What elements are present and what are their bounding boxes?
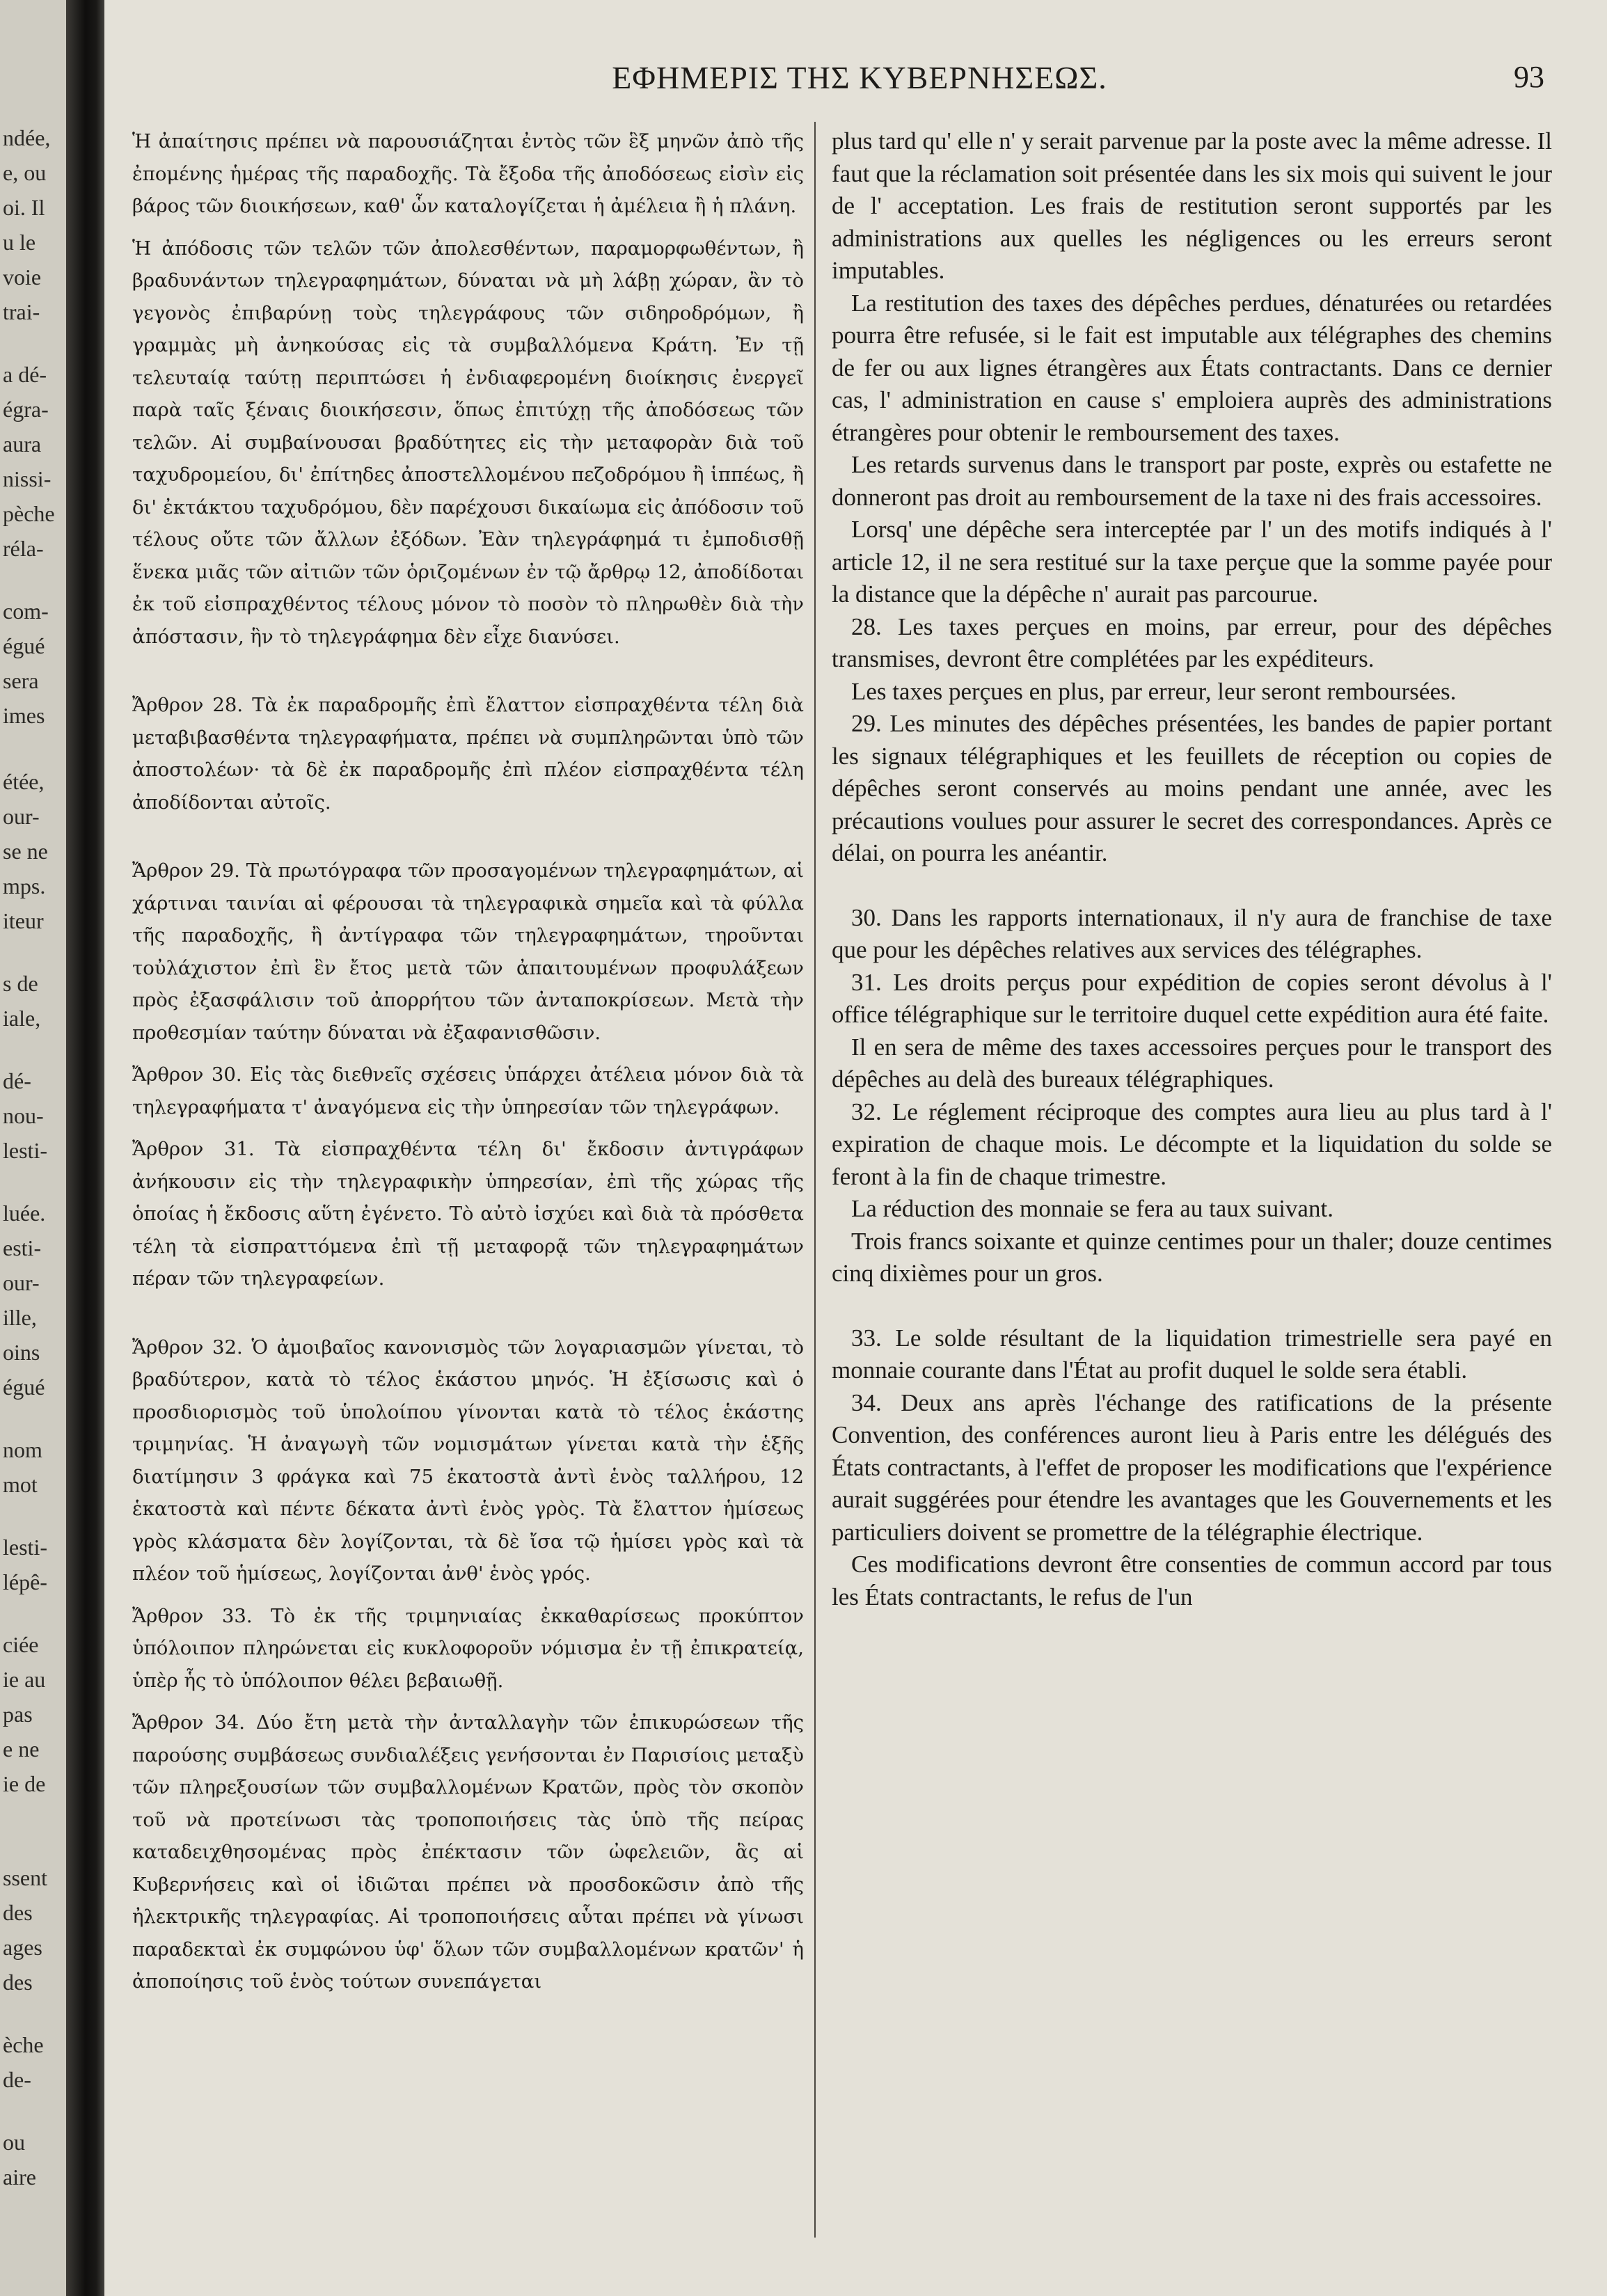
prev-fragment: our- [3, 1270, 40, 1295]
prev-fragment: de- [3, 2067, 31, 2092]
prev-fragment: s de [3, 971, 38, 996]
prev-fragment: lesti- [3, 1138, 47, 1163]
french-paragraph: La restitution des taxes des dépêches perdues, dénaturées ou retardées pourra être refusée, si le fait est imputable aux télégraphes des chemins de fer ou aux lignes étrangères aux États contractants. Dans ce dernier cas, l' administration en cause s' emploiera auprès des administrations étrangères pour obtenir le remboursement des taxes. [832, 289, 1552, 446]
prev-fragment: oi. Il [3, 195, 45, 220]
french-article-33: 33. Le solde résultant de la liquidation trimestrielle sera payé en monnaie courante dans l'État au profit duquel le solde sera établi. [832, 1324, 1552, 1384]
prev-fragment: u le [3, 230, 36, 255]
prev-fragment: ndée, [3, 125, 51, 150]
prev-fragment: our- [3, 804, 40, 829]
prev-fragment: nissi- [3, 466, 52, 491]
french-column [832, 125, 1552, 1613]
french-paragraph: Lorsq' une dépêche sera interceptée par l' un des motifs indiqués à l' article 12, il ne sera restitué sur la taxe perçue que la somme payée pour la distance que la dépêche n' aurait pas parcourue. [832, 516, 1552, 608]
prev-fragment: e ne [3, 1736, 40, 1761]
french-article-32: 32. Le réglement réciproque des comptes aura lieu au plus tard à l' expiration de chaque mois. Le décompte et la liquidation du solde se feront à la fin de chaque trimestre. [832, 1098, 1552, 1190]
prev-fragment: èche [3, 2032, 44, 2057]
french-article-29: 29. Les minutes des dépêches présentées, les bandes de papier portant les signaux télégraphiques et les feuillets de réception ou copies de dépêches seront conservés au moins pendant une année, avec les précautions voulues pour assurer le secret des correspondances. Après ce délai, on pourra les anéantir. [832, 710, 1552, 866]
prev-fragment: aire [3, 2164, 36, 2190]
column-divider [814, 122, 816, 2238]
prev-fragment: e, ou [3, 160, 47, 185]
prev-fragment: réla- [3, 536, 44, 561]
prev-fragment: esti- [3, 1235, 42, 1260]
greek-article-33: Ἄρθρον 33. Τὸ ἐκ τῆς τριμηνιαίας ἐκκαθαρίσεως προκύπτον ὑπόλοιπον πληρώνεται εἰς κυκλοφοροῦν νόμισμα ἐν τῇ ἐπικρατείᾳ, ὑπὲρ ἧς τὸ ὑπόλοιπον θέλει βεβαιωθῇ. [132, 1604, 804, 1692]
greek-article-32: Ἄρθρον 32. Ὁ ἀμοιβαῖος κανονισμὸς τῶν λογαριασμῶν γίνεται, τὸ βραδύτερον, κατὰ τὸ τέλος ἑκάστου μηνός. Ἡ ἐξίσωσις καὶ ὁ προσδιορισμὸς τοῦ ὑπολοίπου γίνονται κατὰ τὸ τέλος ἑκάστης τριμηνίας. Ἡ ἀναγωγὴ τῶν νομισμάτων γίνεται κατὰ τὴν ἑξῆς διατίμησιν 3 φράγκα καὶ 75 ἑκατοστὰ ἀντὶ ἑνὸς ταλλήρου, 12 ἑκατοστὰ καὶ πέντε δέκατα ἀντὶ ἑνὸς γρὸς. Τὰ ἔλαττον ἡμίσεως γρὸς κλάσματα δὲν λογίζονται, τὰ δὲ ἴσα τῷ ἡμίσει γρὸς καὶ τὰ πλέον τοῦ ἡμίσεως, λογίζονται ἀνθ' ἑνὸς γρός. [132, 1336, 804, 1585]
prev-fragment: ages [3, 1935, 42, 1960]
french-paragraph: Il en sera de même des taxes accessoires perçues pour le transport des dépêches au delà des bureaux télégraphiques. [832, 1033, 1552, 1093]
prev-fragment: oins [3, 1340, 40, 1365]
prev-fragment: mot [3, 1472, 38, 1497]
greek-paragraph: Ἡ ἀπαίτησις πρέπει νὰ παρουσιάζηται ἐντὸς τῶν ἓξ μηνῶν ἀπὸ τῆς ἐπομένης ἡμέρας τῆς παραδοχῆς. Τὰ ἔξοδα τῆς ἀποδόσεως εἰσὶν εἰς βάρος τῶν διοικήσεων, καθ' ὧν καταλογίζεται ἡ ἀμέλεια ἢ ἡ πλάνη. [132, 130, 804, 217]
french-paragraph: La réduction des monnaie se fera au taux suivant. [851, 1195, 1333, 1222]
prev-fragment: lesti- [3, 1535, 47, 1560]
prev-fragment: lépê- [3, 1569, 47, 1594]
greek-paragraph: Ἡ ἀπόδοσις τῶν τελῶν τῶν ἀπολεσθέντων, παραμορφωθέντων, ἢ βραδυνάντων τηλεγραφημάτων, δύναται νὰ μὴ λάβῃ χώραν, ἂν τὸ γεγονὸς ἐπιβαρύνῃ τοὺς τηλεγράφους τῶν σιδηροδρόμων, ἢ γραμμὰς μὴ ἀνηκούσας εἰς τὰ συμβαλλόμενα Κράτη. Ἐν τῇ τελευταίᾳ ταύτῃ περιπτώσει ἡ ἐνδιαφερομένη διοίκησις ἐνεργεῖ παρὰ ταῖς ξέναις διοικήσεσιν, ὅπως ἐπιτύχῃ τῆς ἀποδόσεως τῶν τελῶν. Αἱ συμβαίνουσαι βραδύτητες εἰς τὴν μεταφορὰν διὰ τοῦ ταχυδρομείου, δι' ἐπίτηδες ἀποστελλομένου πεζοδρόμου ἢ ἱππέως, ἢ δι' ἐκτάκτου ταχυδρόμου, δὲν παρέχουσι δικαίωμα εἰς ἀπόδοσιν τοῦ τέλους οὔτε τῶν ἄλλων ἐξόδων. Ἐὰν τηλεγράφημά τι ἐμποδισθῇ ἕνεκα μιᾶς τῶν αἰτιῶν τῶν ὁριζομένων ἐν τῷ ἄρθρῳ 12, ἀποδίδοται ἐκ τοῦ εἰσπραχθέντος τέλους μόνον τὸ ποσὸν τὸ πληρωθὲν διὰ τὴν ἀπόστασιν, ἣν τὸ τηλεγράφημα δὲν εἶχε διανύσει. [132, 237, 804, 648]
french-paragraph: Les taxes perçues en plus, par erreur, leur seront remboursées. [851, 677, 1457, 705]
greek-article-34: Ἄρθρον 34. Δύο ἔτη μετὰ τὴν ἀνταλλαγὴν τῶν ἐπικυρώσεων τῆς παρούσης συμβάσεως συνδιαλέξεις γενήσονται ἐν Παρισίοις μεταξὺ τῶν πληρεξουσίων τῶν συμβαλλομένων Κρατῶν, πρὸς τὸν σκοπὸν τοῦ νὰ προτείνωσι τὰς τροποποιήσεις τὰς ὑπὸ τῆς πείρας καταδειχθησομένας πρὸς ἐπέκτασιν τῶν ὠφελειῶν, ἃς αἱ Κυβερνήσεις καὶ οἱ ἰδιῶται πρέπει νὰ προσδοκῶσιν ἀπὸ τῆς ἠλεκτρικῆς τηλεγραφίας. Αἱ τροποποιήσεις αὗται πρέπει νὰ γίνωσι παραδεκταὶ ἐκ συμφώνου ὑφ' ὅλων τῶν συμβαλλομένων κρατῶν' ἡ ἀποποίησις τοῦ ἑνὸς τούτων συνεπάγεται [132, 1711, 804, 1993]
page-title: ΕΦΗΜΕΡΙΣ ΤΗΣ ΚΥΒΕΡΝΗΣΕΩΣ. [612, 60, 1107, 95]
prev-fragment: com- [3, 599, 49, 624]
greek-article-30: Ἄρθρον 30. Εἰς τὰς διεθνεῖς σχέσεις ὑπάρχει ἀτέλεια μόνον διὰ τὰ τηλεγραφήματα τ' ἀναγόμενα εἰς τὴν ὑπηρεσίαν τῶν τηλεγράφων. [132, 1063, 804, 1118]
prev-fragment: ie de [3, 1771, 46, 1796]
prev-fragment: iale, [3, 1006, 41, 1031]
prev-fragment: pèche [3, 501, 55, 526]
prev-fragment: iteur [3, 908, 44, 933]
french-paragraph: Les retards survenus dans le transport par poste, exprès ou estafette ne donneront pas droit au remboursement de la taxe ni des frais accessoires. [832, 451, 1552, 511]
french-paragraph: plus tard qu' elle n' y serait parvenue par la poste avec la même adresse. Il faut que la réclamation soit présentée dans les six mois qui suivent le jour de l' acceptation. Les frais de restitution seront supportés par les administrations aux quelles les négligences ou les erreurs seront imputables. [832, 127, 1552, 284]
prev-fragment: a dé- [3, 362, 47, 387]
prev-fragment: ie au [3, 1667, 46, 1692]
prev-fragment: des [3, 1900, 33, 1925]
prev-fragment: étée, [3, 769, 45, 794]
greek-article-29: Ἄρθρον 29. Τὰ πρωτόγραφα τῶν προσαγομένων τηλεγραφημάτων, αἱ χάρτιναι ταινίαι αἱ φέρουσαι τὰ τηλεγραφικὰ σημεῖα καὶ τὰ φύλλα τῆς παραδοχῆς, ἢ ἀντίγραφα τῶν τηλεγραφημάτων, τηροῦνται τοὐλάχιστον ἐπὶ ἓν ἔτος μετὰ τῶν ἀπαιτουμένων προφυλάξεων πρὸς ἐξασφάλισιν τοῦ ἀπορρήτου τῶν ἀνταποκρίσεων. Μετὰ τὴν προθεσμίαν ταύτην δύναται νὰ ἐξαφανισθῶσιν. [132, 860, 804, 1044]
prev-fragment: voie [3, 264, 42, 290]
page-number: 93 [1514, 60, 1544, 94]
prev-fragment: pas [3, 1702, 33, 1727]
prev-fragment: nou- [3, 1103, 44, 1128]
prev-fragment: égué [3, 1375, 45, 1400]
french-paragraph: Trois francs soixante et quinze centimes pour un thaler; douze centimes cinq dixièmes pour un gros. [832, 1227, 1552, 1287]
prev-fragment: imes [3, 703, 45, 728]
french-paragraph: Ces modifications devront être consenties de commun accord par tous les États contractants, le refus de l'un [832, 1551, 1552, 1610]
prev-fragment: ciée [3, 1632, 39, 1657]
french-article-30: 30. Dans les rapports internationaux, il n'y aura de franchise de taxe que pour les dépêches relatives aux services des télégraphes. [832, 903, 1552, 963]
prev-fragment: dé- [3, 1068, 31, 1093]
book-binding-gutter [66, 0, 109, 2296]
prev-fragment: luée. [3, 1201, 46, 1226]
prev-fragment: ou [3, 2130, 25, 2155]
french-article-34: 34. Deux ans après l'échange des ratifications de la présente Convention, des conférences auront lieu à Paris entre les délégués des États contractants, à l'effet de proposer les modifications que l'expérience aurait suggérées pour étendre les avantages que les Gouvernements et les particuliers doivent se promettre de la télégraphie électrique. [832, 1388, 1552, 1546]
prev-fragment: ssent [3, 1865, 47, 1890]
prev-fragment: nom [3, 1437, 42, 1462]
prev-fragment: égra- [3, 397, 49, 422]
prev-fragment: égué [3, 633, 45, 658]
french-article-28: 28. Les taxes perçues en moins, par erreur, pour des dépêches transmises, devront être complétées par les expéditeurs. [832, 612, 1552, 672]
prev-fragment: aura [3, 432, 42, 457]
prev-fragment: trai- [3, 299, 40, 324]
prev-fragment: des [3, 1970, 33, 1995]
prev-fragment: sera [3, 668, 39, 693]
previous-page-edge [0, 0, 66, 2296]
greek-column [132, 125, 804, 2008]
greek-article-28: Ἄρθρον 28. Τὰ ἐκ παραδρομῆς ἐπὶ ἔλαττον εἰσπραχθέντα τέλη διὰ μεταβιβασθέντα τηλεγραφήματα, πρέπει νὰ συμπληρῶνται ὑπὸ τῶν ἀποστολέων· τὰ δὲ ἐκ παραδρομῆς ἐπὶ πλέον εἰσπραχθέντα τέλη ἀποδίδονται αὐτοῖς. [132, 694, 804, 814]
greek-article-31: Ἄρθρον 31. Τὰ εἰσπραχθέντα τέλη δι' ἔκδοσιν ἀντιγράφων ἀνήκουσιν εἰς τὴν τηλεγραφικὴν ὑπηρεσίαν, ἐπὶ τῆς χώρας τῆς ὁποίας ἡ ἔκδοσις αὕτη ἐγένετο. Τὸ αὐτὸ ἰσχύει καὶ διὰ τὰ πρόσθετα τέλη τὰ εἰσπραττόμενα ἐπὶ τῇ μεταφορᾷ τῶν τηλεγραφημάτων πέραν τῶν τηλεγραφείων. [132, 1138, 804, 1290]
french-article-31: 31. Les droits perçus pour expédition de copies seront dévolus à l' office télégraphique sur le territoire duquel cette expédition aura été faite. [832, 968, 1552, 1028]
prev-fragment: ille, [3, 1305, 37, 1330]
prev-fragment: mps. [3, 873, 46, 898]
page-header [104, 59, 1607, 108]
prev-fragment: se ne [3, 839, 48, 864]
